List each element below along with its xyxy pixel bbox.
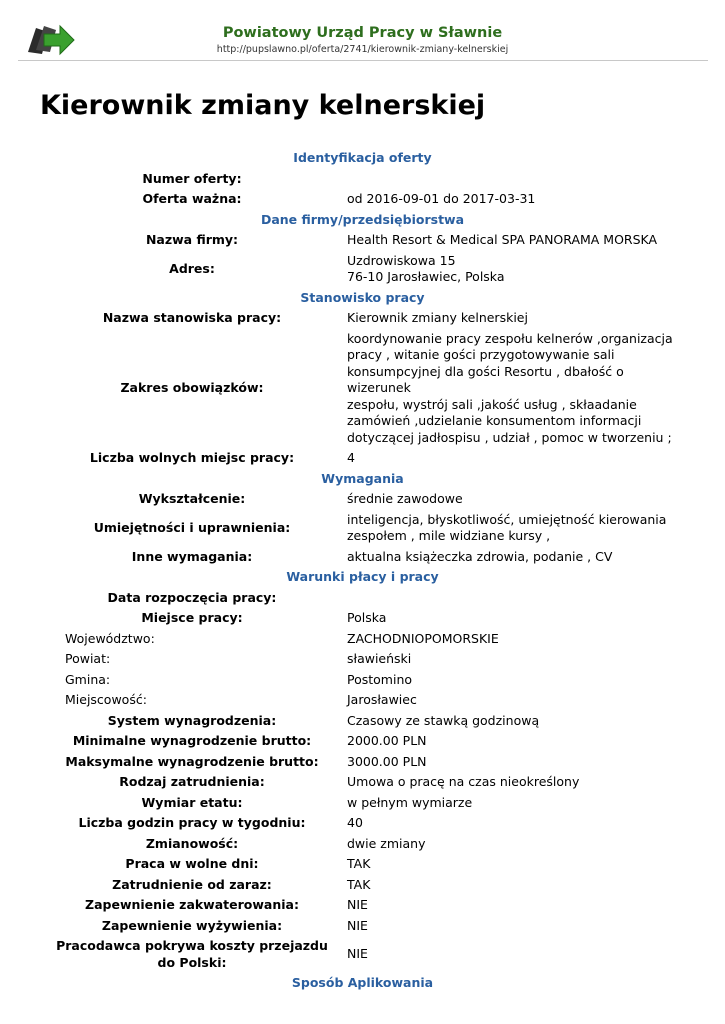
field-value: średnie zawodowe xyxy=(347,491,463,506)
detail-row xyxy=(0,690,725,711)
field-label: Miejsce pracy: xyxy=(141,610,243,625)
detail-row xyxy=(0,895,725,916)
field-value: Czasowy ze stawką godzinową xyxy=(347,712,540,728)
detail-row xyxy=(0,834,725,855)
field-label: Rodzaj zatrudnienia: xyxy=(119,774,265,789)
field-label: Miejscowość: xyxy=(65,692,147,707)
field-label: Liczba wolnych miejsc pracy: xyxy=(89,450,295,465)
detail-row xyxy=(0,251,725,288)
detail-row xyxy=(0,813,725,834)
field-label: Maksymalne wynagrodzenie brutto: xyxy=(65,753,319,769)
field-value: 40 xyxy=(347,815,363,830)
section-header xyxy=(0,973,725,994)
pup-logo-icon xyxy=(26,22,76,56)
field-value-line: pracy , witanie gości przygotowywanie sali xyxy=(347,347,615,362)
field-value: Kierownik zmiany kelnerskiej xyxy=(347,310,528,325)
detail-row xyxy=(0,308,725,329)
field-label: Umiejętności i uprawnienia: xyxy=(93,519,291,535)
field-value: NIE xyxy=(347,917,368,933)
field-value: dwie zmiany xyxy=(347,835,426,851)
detail-row xyxy=(0,793,725,814)
field-value: 3000.00 PLN xyxy=(347,753,427,769)
field-label: Numer oferty: xyxy=(142,170,242,186)
field-value-line: dotyczącej jadłospisu , udział , pomoc w tworzeniu ; xyxy=(347,429,672,445)
detail-row xyxy=(0,916,725,937)
field-value: w pełnym wymiarze xyxy=(347,794,473,810)
section-header xyxy=(0,288,725,309)
field-label: Wymiar etatu: xyxy=(141,794,243,810)
detail-row xyxy=(0,670,725,691)
field-value xyxy=(340,590,687,607)
detail-row xyxy=(0,547,725,568)
site-title: Powiatowy Urząd Pracy w Sławnie xyxy=(222,25,503,41)
field-value: Jarosławiec xyxy=(347,692,417,707)
field-label: Minimalne wynagrodzenie brutto: xyxy=(72,733,312,748)
field-value: Umowa o pracę na czas nieokreślony xyxy=(347,774,580,789)
field-value-line: 76-10 Jarosławiec, Polska xyxy=(347,269,505,284)
field-label: Praca w wolne dni: xyxy=(125,856,259,871)
field-value: 2000.00 PLN xyxy=(347,733,427,748)
field-value-line: inteligencja, błyskotliwość, umiejętność kierowania xyxy=(347,511,667,527)
detail-row xyxy=(0,588,725,609)
detail-row xyxy=(0,329,725,449)
page-title: Kierownik zmiany kelnerskiej xyxy=(40,90,486,121)
detail-row xyxy=(0,448,725,469)
offer-details xyxy=(0,148,725,994)
field-value: TAK xyxy=(347,856,371,871)
field-label: Nazwa stanowiska pracy: xyxy=(102,310,282,325)
section-header xyxy=(0,210,725,231)
detail-row xyxy=(0,854,725,875)
field-label: Oferta ważna: xyxy=(142,191,242,206)
header-divider xyxy=(18,60,708,61)
field-value: NIE xyxy=(347,897,368,912)
field-value-line: zamówień ,udzielanie konsumentom informacji xyxy=(347,413,642,428)
section-header xyxy=(0,567,725,588)
section-title: Identyfikacja oferty xyxy=(293,150,432,165)
site-url[interactable]: http://pupslawno.pl/oferta/2741/kierownik-zmiany-kelnerskiej xyxy=(216,44,509,55)
field-label: Powiat: xyxy=(65,651,111,666)
field-label: Pracodawca pokrywa koszty przejazdu do Polski: xyxy=(56,938,328,970)
detail-row xyxy=(0,772,725,793)
field-label: Adres: xyxy=(169,260,215,276)
detail-row xyxy=(0,608,725,629)
field-value: sławieński xyxy=(347,651,412,666)
field-value-line: zespołem , mile widziane kursy , xyxy=(347,528,551,543)
detail-row xyxy=(0,629,725,650)
field-label: Data rozpoczęcia pracy: xyxy=(107,589,277,605)
field-value xyxy=(340,253,687,286)
field-value-line: Uzdrowiskowa 15 xyxy=(347,252,456,268)
field-value: Health Resort & Medical SPA PANORAMA MORSKA xyxy=(347,232,658,247)
section-title: Stanowisko pracy xyxy=(300,289,425,305)
field-label: Liczba godzin pracy w tygodniu: xyxy=(78,815,306,830)
field-value: TAK xyxy=(347,876,371,892)
field-value: 4 xyxy=(347,450,355,465)
field-value: od 2016-09-01 do 2017-03-31 xyxy=(347,191,536,206)
field-label: Gmina: xyxy=(65,671,111,687)
field-value-line: zespołu, wystrój sali ,jakość usług , skłaadanie xyxy=(347,396,637,412)
page-header xyxy=(0,0,725,62)
field-value: Polska xyxy=(347,610,387,625)
detail-row xyxy=(0,731,725,752)
detail-row xyxy=(0,936,725,973)
field-label: Województwo: xyxy=(65,630,155,646)
field-value: Postomino xyxy=(347,671,413,687)
field-label: System wynagrodzenia: xyxy=(107,712,277,728)
detail-row xyxy=(0,510,725,547)
detail-row xyxy=(0,489,725,510)
field-value-line: konsumpcyjnej dla gości Resortu , dbałość o wizerunek xyxy=(347,363,624,395)
field-value xyxy=(340,512,687,545)
detail-row xyxy=(0,189,725,210)
detail-row xyxy=(0,649,725,670)
field-label: Nazwa firmy: xyxy=(145,232,239,247)
field-label: Wykształcenie: xyxy=(138,491,246,506)
field-value xyxy=(340,331,687,447)
detail-row xyxy=(0,875,725,896)
detail-row xyxy=(0,711,725,732)
field-value xyxy=(340,171,687,188)
section-header xyxy=(0,469,725,490)
field-label: Zakres obowiązków: xyxy=(120,380,264,395)
section-title: Dane firmy/przedsiębiorstwa xyxy=(260,211,465,227)
field-label: Zapewnienie zakwaterowania: xyxy=(85,897,299,912)
field-value: NIE xyxy=(347,946,368,962)
field-label: Zatrudnienie od zaraz: xyxy=(112,876,272,892)
field-value: aktualna książeczka zdrowia, podanie , CV xyxy=(347,548,613,564)
section-header xyxy=(0,148,725,169)
detail-row xyxy=(0,752,725,773)
section-title: Wymagania xyxy=(321,470,404,486)
field-label: Inne wymagania: xyxy=(131,548,253,564)
section-title: Sposób Aplikowania xyxy=(291,975,434,990)
field-label: Zmianowość: xyxy=(145,835,239,851)
detail-row xyxy=(0,230,725,251)
field-value: ZACHODNIOPOMORSKIE xyxy=(347,630,499,646)
section-title: Warunki płacy i pracy xyxy=(286,569,439,584)
detail-row xyxy=(0,169,725,190)
field-label: Zapewnienie wyżywienia: xyxy=(101,917,283,933)
field-value-line: koordynowanie pracy zespołu kelnerów ,organizacja xyxy=(347,330,673,346)
